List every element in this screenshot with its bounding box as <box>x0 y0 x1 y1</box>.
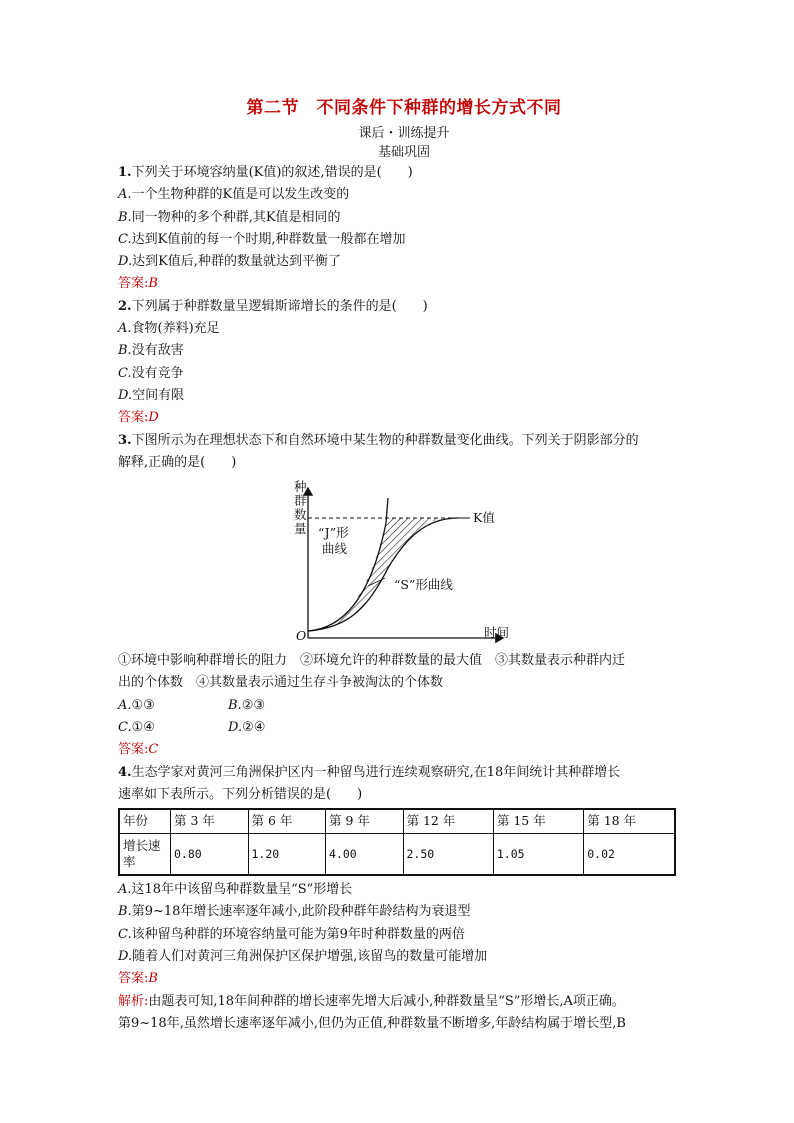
q2-option-b <box>118 340 690 362</box>
x-axis-label: 时间 <box>484 625 510 641</box>
option-letter: C. <box>118 926 132 942</box>
option-text: 没有敌害 <box>131 343 184 359</box>
option-text: ①③ <box>131 697 155 713</box>
table-row <box>119 833 675 875</box>
question-text: 下列属于种群数量呈逻辑斯谛增长的条件的是( ) <box>131 298 428 314</box>
option-letter: A. <box>118 882 132 898</box>
page-title: 第二节 不同条件下种群的增长方式不同 <box>246 98 562 118</box>
option-text: ②③ <box>241 697 265 713</box>
answer-label: 答案: <box>118 410 149 426</box>
q4-option-b <box>118 901 690 923</box>
table-header-cell: 年份 <box>119 809 171 833</box>
table-cell: 第 15 年 <box>493 809 583 833</box>
answer-value: B <box>148 971 158 987</box>
q3-option-a <box>118 695 228 717</box>
table-cell: 0.80 <box>171 833 249 875</box>
q1-answer <box>118 273 690 295</box>
answer-label: 答案: <box>118 276 149 292</box>
population-growth-figure <box>118 478 690 650</box>
table-cell: 第 3 年 <box>171 809 249 833</box>
question-text: 下列关于环境容纳量(K值)的叙述,错误的是( ) <box>131 165 413 180</box>
option-letter: B. <box>228 697 242 713</box>
table-cell: 第 18 年 <box>584 809 675 833</box>
j-curve-label-line1: “J”形 <box>318 525 349 541</box>
option-text: ①④ <box>131 720 155 736</box>
q3-statements-line2: 出的个体数 ④其数量表示通过生存斗争被淘汰的个体数 <box>118 675 444 691</box>
option-letter: C. <box>118 365 132 381</box>
option-text: 达到K值后,种群的数量就达到平衡了 <box>132 254 341 270</box>
q1-option-a <box>118 184 690 206</box>
option-letter: C. <box>118 720 132 736</box>
q1-option-d <box>118 251 690 273</box>
q3-statements-line1: ①环境中影响种群增长的阻力 ②环境允许的种群数量的最大值 ③其数量表示种群内迁 <box>118 653 626 669</box>
q4-answer <box>118 968 690 990</box>
q2-answer <box>118 407 690 429</box>
table-cell: 第 12 年 <box>403 809 493 833</box>
option-text: 该种留鸟种群的环境容纳量可能为第9年时种群数量的两倍 <box>131 926 465 942</box>
question-4-stem <box>118 762 690 784</box>
answer-value: C <box>148 742 159 758</box>
option-text: 一个生物种群的K值是可以发生改变的 <box>131 187 350 203</box>
option-letter: D. <box>118 254 133 270</box>
option-letter: B. <box>118 209 132 225</box>
analysis-text: 由题表可知,18年间种群的增长速率先增大后减小,种群数量呈“S”形增长,A项正确。 <box>148 993 625 1009</box>
q1-option-b <box>118 207 690 229</box>
q3-option-b <box>228 695 265 717</box>
table-header-cell: 增长速率 <box>119 833 171 875</box>
k-value-label: K值 <box>473 510 495 526</box>
table-cell: 2.50 <box>403 833 493 875</box>
option-text: 达到K值前的每一个时期,种群数量一般都在增加 <box>131 231 406 247</box>
option-letter: A. <box>118 321 132 337</box>
option-text: 没有竞争 <box>131 365 184 381</box>
answer-value: D <box>148 410 159 426</box>
table-cell: 1.20 <box>248 833 326 875</box>
question-number: 4. <box>118 764 132 780</box>
y-axis-label: 种群数量 <box>294 479 307 537</box>
table-row <box>119 809 675 833</box>
q4-option-a <box>118 879 690 901</box>
question-number: 3. <box>118 432 132 448</box>
table-cell: 4.00 <box>326 833 404 875</box>
option-letter: D. <box>118 387 133 403</box>
question-3-stem-cont: 解释,正确的是( ) <box>118 454 237 470</box>
option-letter: D. <box>228 720 243 736</box>
q4-analysis-cont: 第9~18年,虽然增长速率逐年减小,但仍为正值,种群数量不断增多,年龄结构属于增长型,B <box>118 1015 626 1031</box>
answer-value: B <box>148 276 158 292</box>
table-cell: 1.05 <box>493 833 583 875</box>
table-cell: 第 9 年 <box>326 809 404 833</box>
origin-label: O <box>296 628 307 644</box>
question-text: 下图所示为在理想状态下和自然环境中某生物的种群数量变化曲线。下列关于阴影部分的 <box>131 432 639 448</box>
option-text: 同一物种的多个种群,其K值是相同的 <box>131 209 341 225</box>
option-text: 这18年中该留鸟种群数量呈“S”形增长 <box>131 882 353 898</box>
question-2-stem <box>118 296 690 318</box>
answer-label: 答案: <box>118 971 149 987</box>
option-letter: B. <box>118 904 132 920</box>
option-letter: A. <box>118 697 132 713</box>
option-letter: A. <box>118 187 132 203</box>
q1-option-c <box>118 229 690 251</box>
question-1-stem <box>118 162 690 184</box>
question-text: 生态学家对黄河三角洲保护区内一种留鸟进行连续观察研究,在18年间统计其种群增长 <box>131 764 621 780</box>
question-number: 1. <box>118 165 132 180</box>
option-letter: D. <box>118 948 133 964</box>
q3-options-row2 <box>118 717 690 739</box>
q2-option-d <box>118 385 690 407</box>
j-curve-label-line2: 曲线 <box>322 541 348 557</box>
growth-rate-table <box>118 808 676 876</box>
table-cell: 第 6 年 <box>248 809 326 833</box>
q3-option-c <box>118 717 228 739</box>
answer-label: 答案: <box>118 742 149 758</box>
section-heading: 基础巩固 <box>377 145 430 160</box>
s-curve-label: “S”形曲线 <box>394 577 453 593</box>
option-text: 空间有限 <box>132 387 185 403</box>
option-text: ②④ <box>242 720 266 736</box>
question-number: 2. <box>118 298 132 314</box>
analysis-label: 解析: <box>118 993 149 1009</box>
q4-option-d <box>118 946 690 968</box>
q4-option-c <box>118 924 690 946</box>
document-page <box>118 96 690 1035</box>
q2-option-a <box>118 318 690 340</box>
page-subtitle: 课后・训练提升 <box>358 126 450 141</box>
q3-options-row1 <box>118 695 690 717</box>
table-cell: 0.02 <box>584 833 675 875</box>
q4-analysis <box>118 991 690 1013</box>
option-letter: C. <box>118 231 132 247</box>
option-text: 食物(养料)充足 <box>131 321 220 337</box>
option-text: 随着人们对黄河三角洲保护区保护增强,该留鸟的数量可能增加 <box>132 948 488 964</box>
option-letter: B. <box>118 343 132 359</box>
q3-option-d <box>228 717 265 739</box>
question-4-stem-cont: 速率如下表所示。下列分析错误的是( ) <box>118 786 363 802</box>
option-text: 第9~18年增长速率逐年减小,此阶段种群年龄结构为衰退型 <box>131 904 471 920</box>
q2-option-c <box>118 363 690 385</box>
q3-answer <box>118 739 690 761</box>
question-3-stem <box>118 430 690 452</box>
